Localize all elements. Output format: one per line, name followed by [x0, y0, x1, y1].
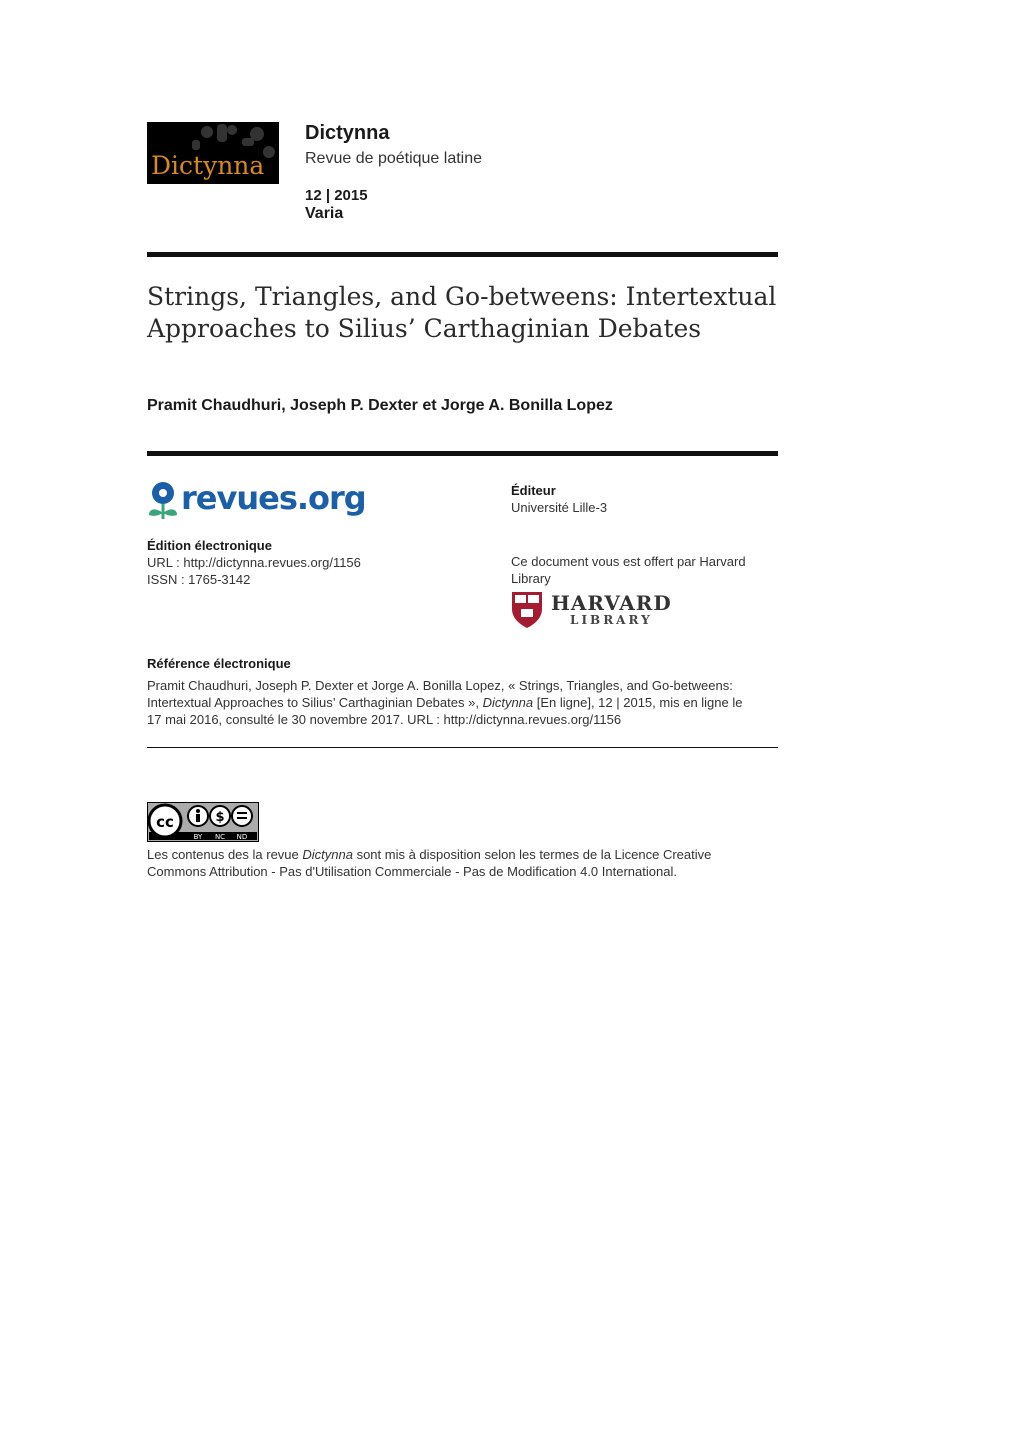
article-title-line1: Strings, Triangles, and Go-betweens: Intertextual [147, 282, 777, 311]
cc-license-badge [147, 802, 259, 842]
svg-text:BY: BY [193, 833, 203, 841]
reference-label: Référence électronique [147, 656, 291, 671]
reference-line3: 17 mai 2016, consulté le 30 novembre 2017. URL : http://dictynna.revues.org/1156 [147, 712, 622, 727]
article-authors: Pramit Chaudhuri, Joseph P. Dexter et Jorge A. Bonilla Lopez [147, 397, 613, 414]
offered-line2: Library [511, 571, 551, 586]
revues-logo-text: revues.org [181, 479, 366, 517]
harvard-shield-icon [511, 591, 543, 629]
journal-title: Dictynna [305, 122, 390, 144]
logo-text: Dictynna [151, 151, 265, 180]
reference-text [147, 677, 787, 728]
bottom-divider [147, 747, 778, 748]
section-name: Varia [305, 205, 344, 222]
revues-flower-icon [147, 481, 179, 521]
article-title-line2: Approaches to Silius’ Carthaginian Debates [147, 314, 702, 343]
offered-line1: Ce document vous est offert par Harvard [511, 554, 746, 569]
article-title [147, 281, 787, 345]
journal-subtitle: Revue de poétique latine [305, 150, 483, 167]
editeur-label: Éditeur [511, 483, 556, 498]
editeur-value: Université Lille-3 [511, 500, 608, 515]
harvard-wordmark: HARVARD [551, 591, 672, 615]
journal-logo [147, 122, 279, 184]
svg-text:NC: NC [214, 833, 226, 841]
svg-text:cc: cc [156, 813, 174, 831]
svg-text:ND: ND [236, 833, 248, 841]
reference-line2: Intertextual Approaches to Silius’ Carthaginian Debates », Dictynna [En ligne], 12 | 2015, mis en ligne le [147, 695, 743, 710]
issn-line: ISSN : 1765-3142 [147, 572, 251, 587]
url-line[interactable]: URL : http://dictynna.revues.org/1156 [147, 555, 361, 570]
middle-divider [147, 451, 778, 456]
harvard-library-wordmark: LIBRARY [570, 613, 653, 627]
top-divider [147, 252, 778, 257]
svg-text:$: $ [215, 810, 225, 825]
reference-line1: Pramit Chaudhuri, Joseph P. Dexter et Jorge A. Bonilla Lopez, « Strings, Triangles, and Go-betweens: [147, 678, 733, 693]
license-line1: Les contenus des la revue Dictynna sont mis à disposition selon les termes de la Licence Creative [147, 847, 712, 862]
issue-number: 12 | 2015 [305, 187, 368, 204]
license-line2: Commons Attribution - Pas d'Utilisation Commerciale - Pas de Modification 4.0 International. [147, 864, 677, 879]
license-text [147, 846, 787, 880]
edition-label: Édition électronique [147, 538, 272, 553]
